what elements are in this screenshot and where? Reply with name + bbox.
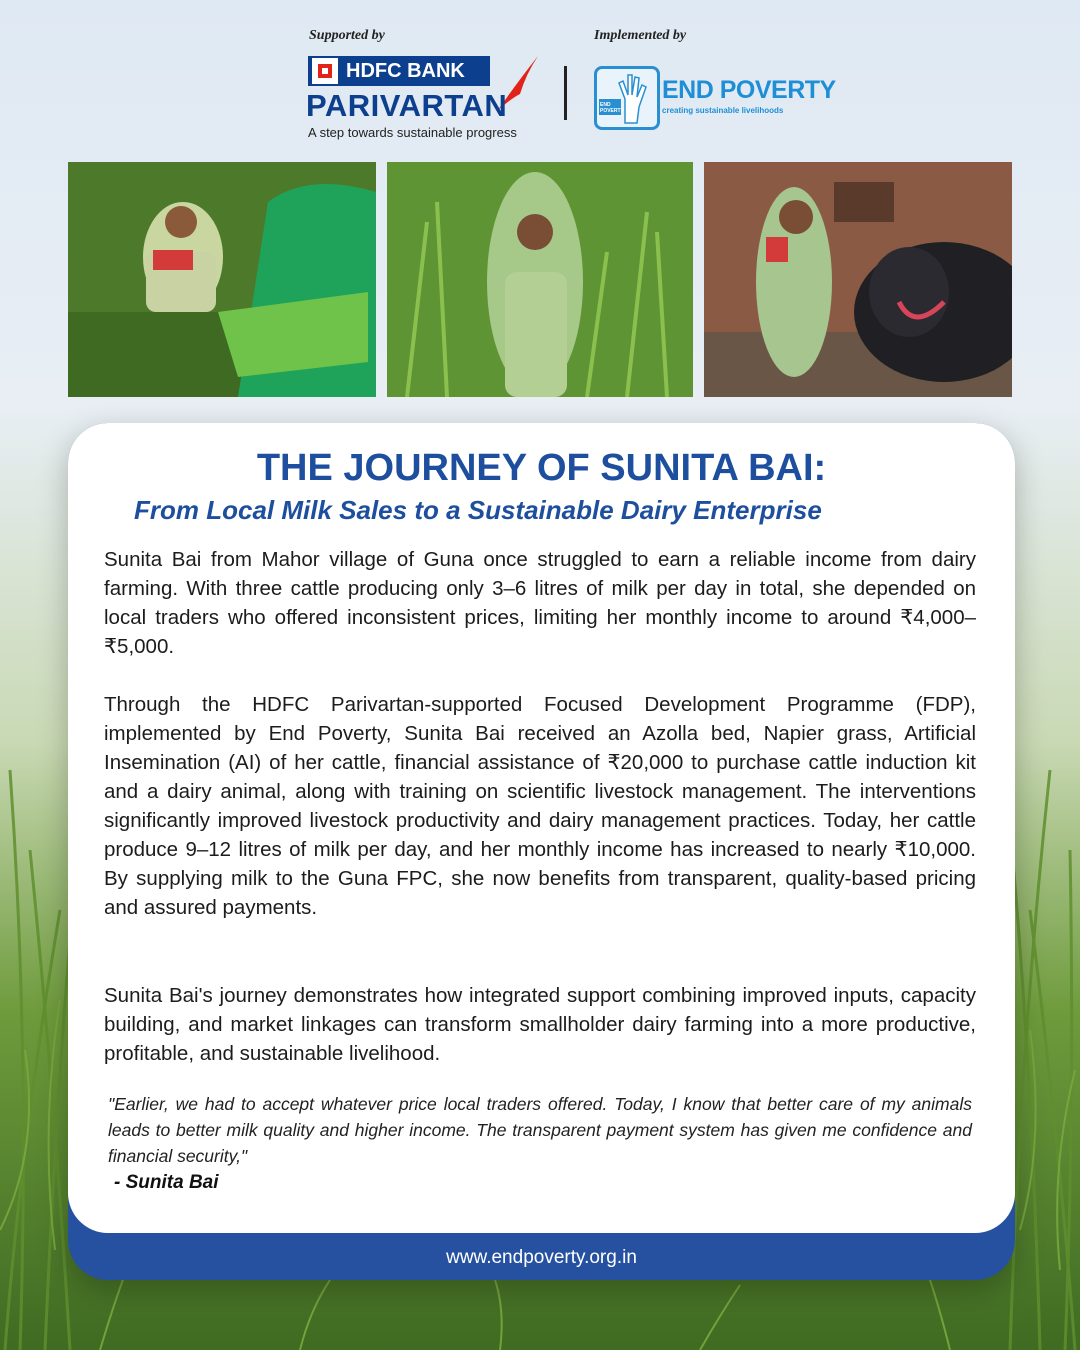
page-title: THE JOURNEY OF SUNITA BAI: — [256, 447, 827, 489]
paragraph-conclusion: Sunita Bai's journey demonstrates how integrated support combining improved inputs, capacity building, and market linkages can transform smallholder dairy farming into a more productive, profitable, and sustainable livelihood. — [104, 984, 976, 1065]
photo-napier-grass — [387, 162, 693, 397]
ep-badge-text: END POVERTY — [600, 102, 624, 114]
photo-azolla-bed — [68, 162, 376, 397]
supported-by-label: Supported by — [309, 28, 385, 43]
paragraph-intervention: Through the HDFC Parivartan-supported Focused Development Programme (FDP), implemented by End Poverty, Sunita Bai received an Azolla bed, Napier grass, Artificial Insemination (AI) of her cattle, financial assistance of ₹20,000 to purchase cattle induction kit and a dairy animal, along with training on scientific livestock management. The interventions significantly improved livestock productivity and dairy management practices. Today, her cattle produce 9–12 litres of milk per day, and her monthly income has increased to nearly ₹10,000. By supplying milk to the Guna FPC, she now benefits from transparent, quality-based pricing and assured payments. — [104, 693, 976, 919]
end-poverty-wordmark: END POVERTY — [662, 76, 836, 104]
photo-dairy-buffalo — [704, 162, 1012, 397]
parivartan-wordmark: PARIVARTAN — [306, 88, 508, 123]
sponsor-header — [0, 22, 1080, 152]
story-card — [68, 423, 1015, 1280]
hdfc-logo-icon — [312, 58, 338, 84]
website-link[interactable]: www.endpoverty.org.in — [446, 1247, 637, 1268]
hdfc-bank-logo — [308, 56, 490, 86]
paragraph-intro: Sunita Bai from Mahor village of Guna once struggled to earn a reliable income from dairy farming. With three cattle producing only 3–6 litres of milk per day in total, she depended on local traders who offered inconsistent prices, limiting her monthly income to around ₹4,000–₹5,000. — [104, 548, 976, 658]
story-content — [68, 423, 1015, 1233]
end-poverty-tagline: creating sustainable livelihoods — [662, 106, 784, 115]
hdfc-bank-name: HDFC BANK — [346, 59, 465, 82]
quote-author: - Sunita Bai — [114, 1172, 219, 1193]
implemented-by-label: Implemented by — [594, 28, 687, 43]
logo-divider — [564, 66, 567, 120]
parivartan-tagline: A step towards sustainable progress — [308, 125, 517, 140]
page-subtitle: From Local Milk Sales to a Sustainable Dairy Enterprise — [134, 495, 822, 525]
testimonial-quote: "Earlier, we had to accept whatever price local traders offered. Today, I know that better care of my animals leads to better milk quality and higher income. The transparent payment system has given me confidence and financial security," — [108, 1094, 972, 1166]
end-poverty-logo-icon — [594, 66, 660, 130]
